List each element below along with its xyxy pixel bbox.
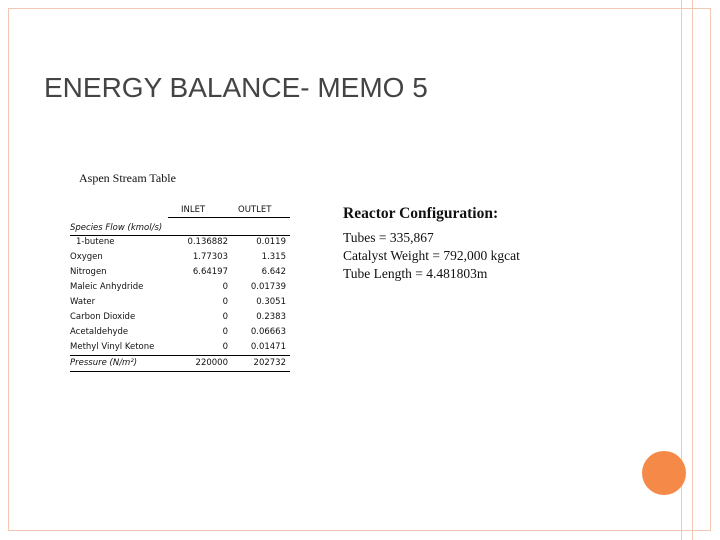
table-row xyxy=(70,312,290,325)
inlet-value: 0 xyxy=(222,312,228,322)
decor-line-right xyxy=(692,0,693,540)
outlet-value: 6.642 xyxy=(261,267,286,277)
outlet-value: 0.2383 xyxy=(256,312,286,322)
species-label: Methyl Vinyl Ketone xyxy=(70,342,155,352)
table-row xyxy=(70,297,290,310)
inlet-value: 6.64197 xyxy=(192,267,228,277)
outlet-value: 0.01739 xyxy=(250,282,286,292)
bottom-rule xyxy=(70,371,290,372)
species-label: Water xyxy=(70,297,96,307)
species-label: Oxygen xyxy=(70,252,103,262)
inlet-pressure: 220000 xyxy=(195,358,228,368)
col-inlet-header: INLET xyxy=(181,205,206,215)
inlet-value: 0 xyxy=(222,327,228,337)
decor-circle xyxy=(642,451,686,495)
section-label: Species Flow (kmol/s) xyxy=(70,223,163,233)
outlet-value: 0.06663 xyxy=(250,327,286,337)
species-label: 1-butene xyxy=(76,237,115,247)
species-label: Carbon Dioxide xyxy=(70,312,136,322)
col-outlet-header: OUTLET xyxy=(238,205,272,215)
inlet-value: 0.136882 xyxy=(187,237,228,247)
reactor-config xyxy=(343,205,520,283)
config-catalyst-weight: Catalyst Weight = 792,000 kgcat xyxy=(343,248,520,263)
slide-title: ENERGY BALANCE- MEMO 5 xyxy=(44,72,428,103)
species-label: Maleic Anhydride xyxy=(70,282,144,292)
inlet-value: 1.77303 xyxy=(192,252,228,262)
table-row xyxy=(70,282,290,295)
outlet-value: 0.0119 xyxy=(256,237,286,247)
table-row xyxy=(70,327,290,340)
inlet-value: 0 xyxy=(222,297,228,307)
outlet-value: 0.3051 xyxy=(256,297,286,307)
header-rule xyxy=(168,217,290,218)
pressure-rule xyxy=(70,355,290,356)
inlet-value: 0 xyxy=(222,282,228,292)
species-label: Nitrogen xyxy=(70,267,107,277)
outlet-value: 0.01471 xyxy=(250,342,286,352)
pressure-label: Pressure (N/m²) xyxy=(70,358,138,368)
table-row xyxy=(70,342,290,355)
inlet-value: 0 xyxy=(222,342,228,352)
pressure-row xyxy=(70,358,290,371)
config-heading: Reactor Configuration: xyxy=(343,205,499,222)
section-rule xyxy=(70,235,290,236)
outlet-pressure: 202732 xyxy=(253,358,286,368)
species-label: Acetaldehyde xyxy=(70,327,129,337)
table-row xyxy=(70,237,290,250)
table-caption: Aspen Stream Table xyxy=(79,171,176,185)
table-row xyxy=(70,267,290,280)
config-tubes: Tubes = 335,867 xyxy=(343,230,434,245)
config-tube-length: Tube Length = 4.481803m xyxy=(343,266,488,281)
outlet-value: 1.315 xyxy=(261,252,286,262)
table-header xyxy=(70,205,290,217)
aspen-stream-table xyxy=(70,205,290,368)
table-row xyxy=(70,252,290,265)
